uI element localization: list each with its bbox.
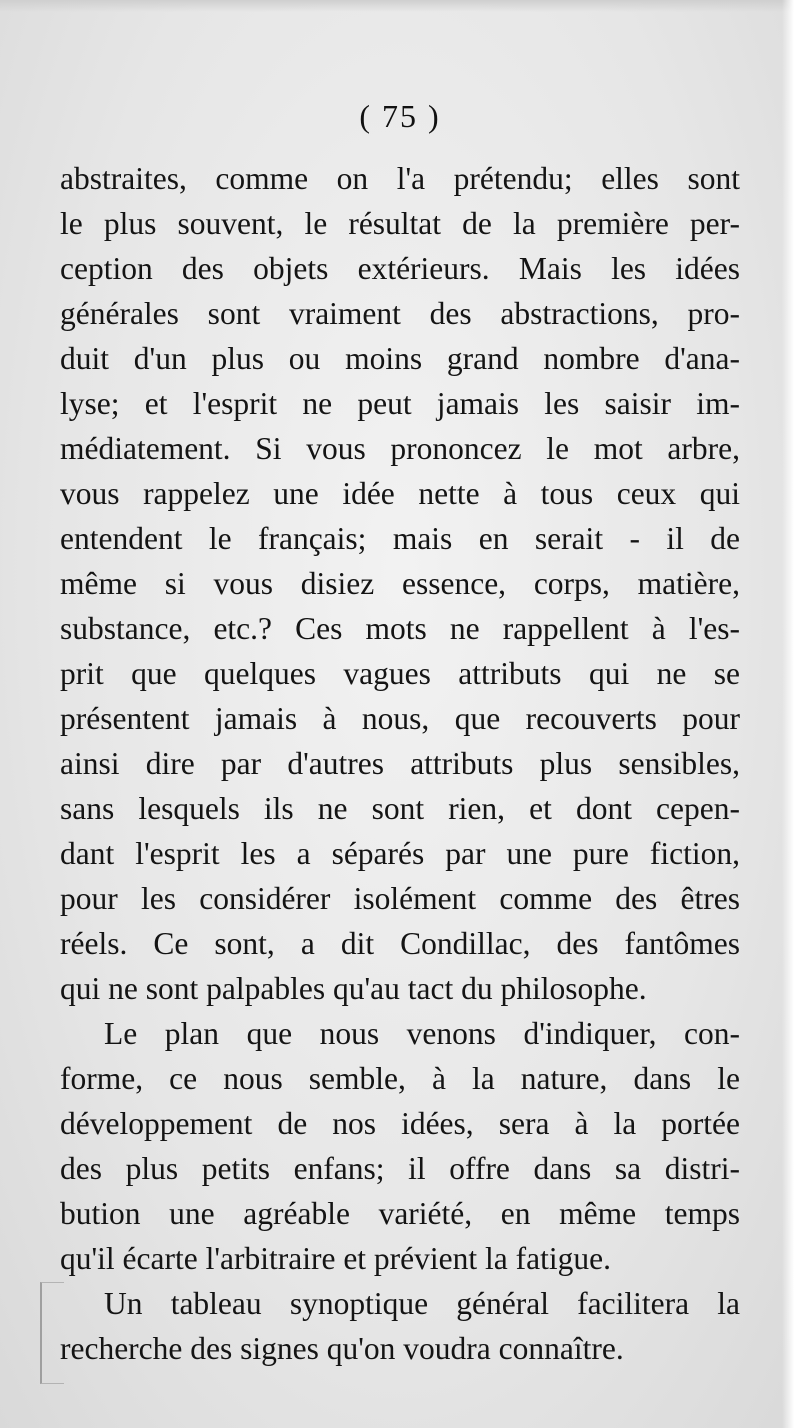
page-right-edge [782,0,800,1428]
text-line: générales sont vraiment des abstractions, pro- [60,296,740,331]
text-line: qui ne sont palpables qu'au tact du philosophe. [60,971,647,1006]
text-line: prit que quelques vagues attributs qui ne se [60,656,740,691]
text-line: bution une agréable variété, en même temps [60,1196,740,1231]
text-line: vous rappelez une idée nette à tous ceux qui [60,476,740,511]
page-top-shadow [0,0,800,12]
margin-bracket-mark [40,1282,64,1384]
text-line: ception des objets extérieurs. Mais les idées [60,251,740,286]
text-line: abstraites, comme on l'a prétendu; elles sont [60,161,740,196]
text-line: sans lesquels ils ne sont rien, et dont cepen- [60,791,740,826]
text-line: dant l'esprit les a séparés par une pure fiction, [60,836,740,871]
text-line: duit d'un plus ou moins grand nombre d'ana- [60,341,740,376]
text-line: développement de nos idées, sera à la portée [60,1106,740,1141]
text-line: ainsi dire par d'autres attributs plus sensibles, [60,746,740,781]
text-line: lyse; et l'esprit ne peut jamais les saisir im- [60,386,740,421]
text-line: présentent jamais à nous, que recouverts pour [60,701,740,736]
text-line: substance, etc.? Ces mots ne rappellent à l'es- [60,611,740,646]
text-line: forme, ce nous semble, à la nature, dans le [60,1061,740,1096]
text-line: entendent le français; mais en serait - il de [60,521,740,556]
text-line: même si vous disiez essence, corps, matière, [60,566,740,601]
text-line: pour les considérer isolément comme des êtres [60,881,740,916]
text-line: des plus petits enfans; il offre dans sa distri- [60,1151,740,1186]
text-line: médiatement. Si vous prononcez le mot arbre, [60,431,740,466]
text-line: recherche des signes qu'on voudra connaître. [60,1331,624,1366]
text-line: Le plan que nous venons d'indiquer, con- [104,1016,740,1051]
text-line: qu'il écarte l'arbitraire et prévient la fatigue. [60,1241,611,1276]
page-number: ( 75 ) [359,98,441,134]
text-line: Un tableau synoptique général facilitera la [104,1286,740,1321]
body-text [60,156,740,1371]
text-line: le plus souvent, le résultat de la première per- [60,206,740,241]
text-line: réels. Ce sont, a dit Condillac, des fantômes [60,926,740,961]
